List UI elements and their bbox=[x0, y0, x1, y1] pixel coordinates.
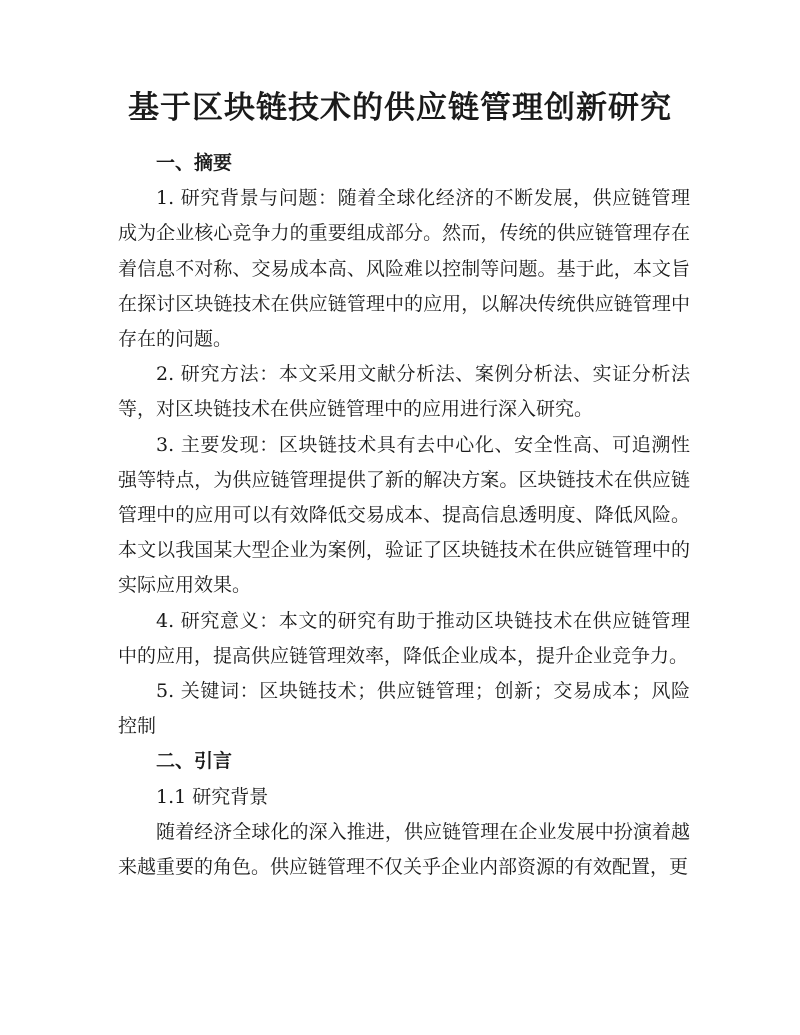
abstract-paragraph-findings: 3. 主要发现：区块链技术具有去中心化、安全性高、可追溯性强等特点，为供应链管理提供了新的解决方案。区块链技术在供应链管理中的应用可以有效降低交易成本、提高信息透明度、降低风险。本文以我国某大型企业为案例，验证了区块链技术在供应链管理中的实际应用效果。 bbox=[118, 433, 690, 597]
subsection-heading-background: 1.1 研究背景 bbox=[156, 785, 269, 808]
section-heading-abstract: 一、摘要 bbox=[156, 152, 233, 174]
document-title: 基于区块链技术的供应链管理创新研究 bbox=[128, 90, 672, 126]
introduction-paragraph: 随着经济全球化的深入推进，供应链管理在企业发展中扮演着越来越重要的角色。供应链管理不仅关乎企业内部资源的有效配置，更 bbox=[118, 820, 690, 879]
document-body bbox=[118, 146, 690, 885]
section-heading-introduction: 二、引言 bbox=[156, 750, 233, 773]
abstract-paragraph-keywords: 5. 关键词：区块链技术；供应链管理；创新；交易成本；风险控制 bbox=[118, 680, 690, 738]
abstract-paragraph-methods: 2. 研究方法：本文采用文献分析法、案例分析法、实证分析法等，对区块链技术在供应链管理中的应用进行深入研究。 bbox=[118, 363, 690, 421]
abstract-paragraph-background: 1. 研究背景与问题：随着全球化经济的不断发展，供应链管理成为企业核心竞争力的重要组成部分。然而，传统的供应链管理存在着信息不对称、交易成本高、风险难以控制等问题。基于此，本文旨在探讨区块链技术在供应链管理中的应用，以解决传统供应链管理中存在的问题。 bbox=[118, 187, 690, 351]
abstract-paragraph-significance: 4. 研究意义：本文的研究有助于推动区块链技术在供应链管理中的应用，提高供应链管理效率，降低企业成本，提升企业竞争力。 bbox=[118, 609, 690, 667]
